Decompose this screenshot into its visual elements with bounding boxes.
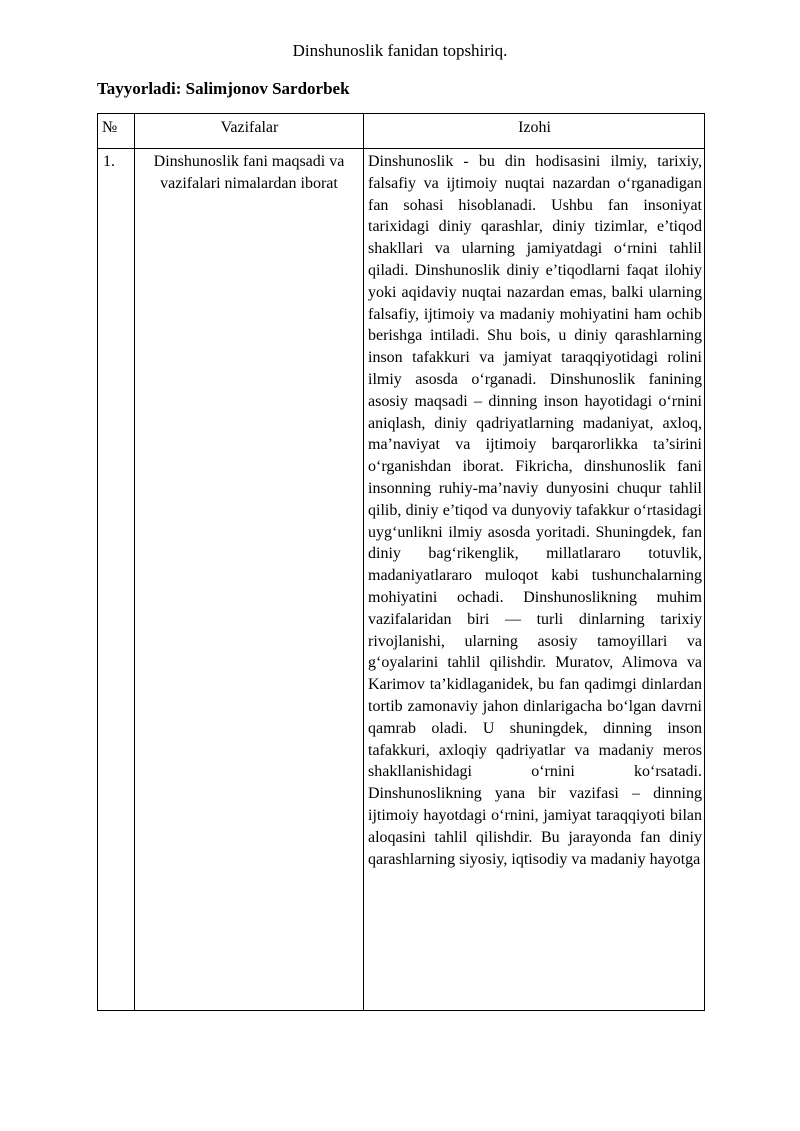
document-title: Dinshunoslik fanidan topshiriq. [292, 41, 508, 60]
row-description-cell [364, 149, 705, 1011]
row-number-cell [98, 149, 135, 1011]
tasks-table [97, 113, 705, 1011]
header-task [135, 114, 364, 149]
header-description [364, 114, 705, 149]
row-description: Dinshunoslik - bu din hodisasini ilmiy, tarixiy, falsafiy va ijtimoiy nuqtai nazardan o‘rganadigan fan sohasi hisoblanadi. Ushbu fan insoniyat tarixidagi diniy qarashlar, diniy tizimlar, e’tiqod shakllari va ularning jamiyatdagi o‘rnini tahlil qiladi. Dinshunoslik diniy e’tiqodlarni faqat ilohiy yoki aqidaviy nuqtai nazardan emas, balki ularning falsafiy, ijtimoiy va madaniy mohiyatini ham ochib berishga intiladi. Shu bois, u diniy qarashlarning inson tafakkuri va jamiyat taraqqiyotidagi rolini ilmiy asosda o‘rganadi. Dinshunoslik fanining asosiy maqsadi – dinning inson hayotidagi o‘rnini aniqlash, diniy qadriyatlarning madaniyat, axloq, ma’naviyat va ijtimoiy barqarorlikka ta’sirini o‘rganishdan iborat. Fikricha, dinshunoslik fani insonning ruhiy-ma’naviy dunyosini chuqur tahlil qilib, diniy e’tiqod va dunyoviy tafakkur o‘rtasidagi uyg‘unlikni ilmiy asosda yoritadi. Shuningdek, fan diniy bag‘rikenglik, millatlararo totuvlik, madaniyatlararo muloqot kabi tushunchalarning mohiyatini ochadi. Dinshunoslikning muhim vazifalaridan biri — turli dinlarning tarixiy rivojlanishi, ularning asosiy tamoyillari va g‘oyalarini tahlil qilishdir. Muratov, Alimova va Karimov ta’kidlaganidek, bu fan qadimgi dinlardan tortib zamonaviy jahon dinlarigacha bo‘lgan davrni qamrab oladi. U shuningdek, dinning inson tafakkuri, axloqiy qadriyatlar va madaniy meros shakllanishidagi o‘rnini ko‘rsatadi. Dinshunoslikning yana bir vazifasi – dinning ijtimoiy hayotdagi o‘rnini, jamiyat taraqqiyoti bilan aloqasini tahlil qilishdir. Bu jarayonda fan diniy qarashlarning siyosiy, iqtisodiy va madaniy hayotga [368, 153, 702, 868]
header-number [98, 114, 135, 149]
row-number: 1. [103, 153, 115, 170]
author-line: Tayyorladi: Salimjonov Sardorbek [97, 79, 350, 98]
table-row [98, 149, 705, 1011]
header-number-label: № [102, 119, 118, 136]
row-task-cell [135, 149, 364, 1011]
row-task: Dinshunoslik fani maqsadi va vazifalari nimalardan iborat [153, 153, 345, 192]
header-description-label: Izohi [518, 119, 551, 136]
header-task-label: Vazifalar [220, 119, 279, 136]
table-header-row [98, 114, 705, 149]
